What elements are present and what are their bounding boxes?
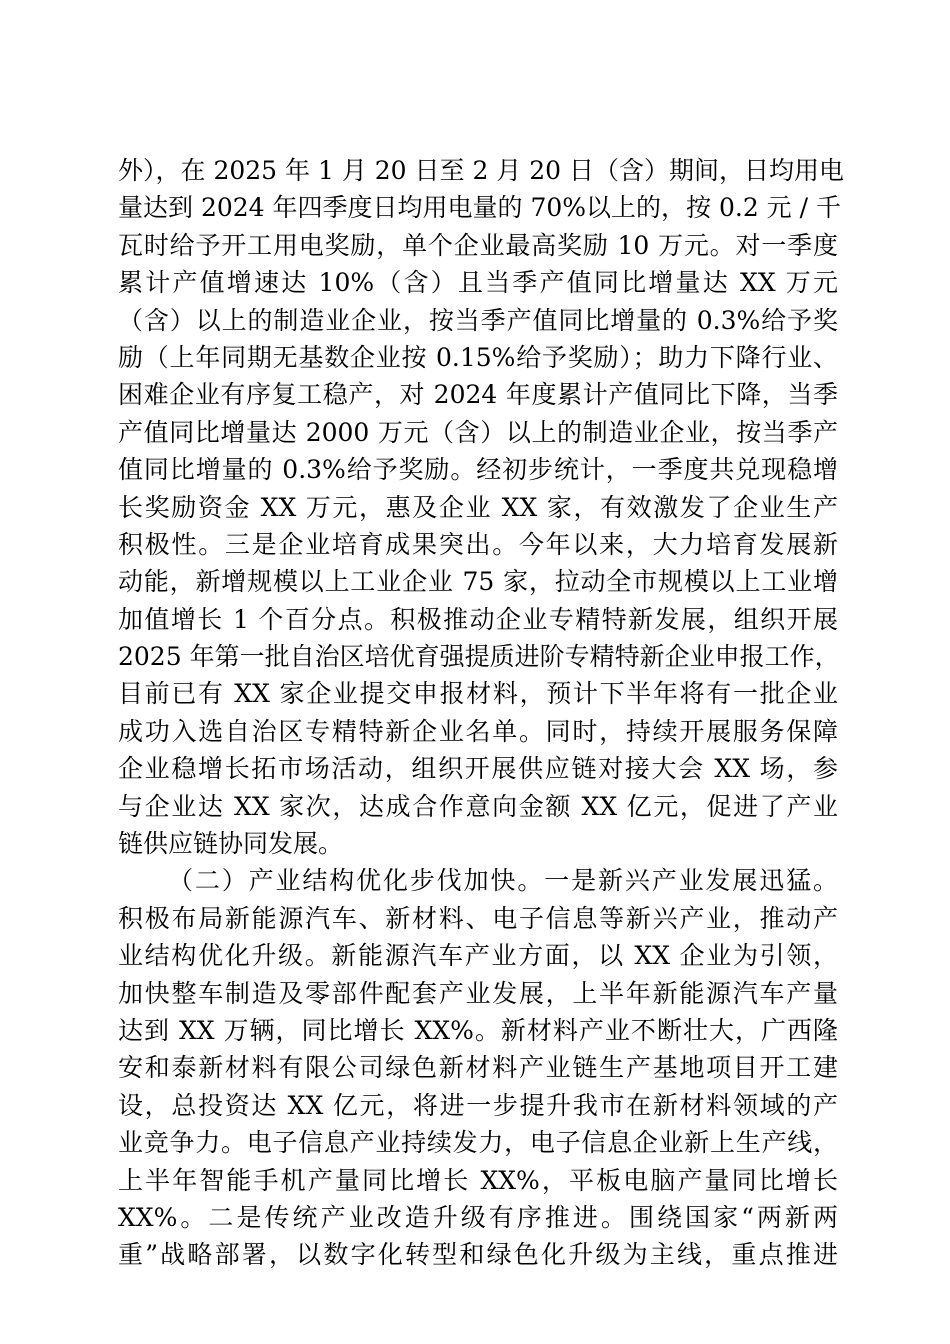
- text-line: （含）以上的制造业企业，按当季产值同比增量的 0.3%给予奖: [118, 305, 838, 335]
- paragraph-2: [118, 862, 838, 1273]
- text-line: 困难企业有序复工稳产，对 2024 年度累计产值同比下降，当季: [118, 380, 838, 410]
- text-line: 量达到 2024 年四季度日均用电量的 70%以上的，按 0.2 元 / 千: [118, 193, 841, 223]
- text-line: 业竞争力。电子信息产业持续发力，电子信息企业新上生产线，: [118, 1128, 838, 1158]
- body-text: [118, 152, 845, 1274]
- text-line: 2025 年第一批自治区培优育强提质进阶专精特新企业申报工作，: [118, 642, 840, 672]
- text-line: 产值同比增量达 2000 万元（含）以上的制造业企业，按当季产: [118, 417, 838, 447]
- text-line: 累计产值增速达 10%（含）且当季产值同比增量达 XX 万元: [118, 268, 838, 298]
- text-line: 重”战略部署，以数字化转型和绿色化升级为主线，重点推进: [118, 1240, 838, 1270]
- text-line: 长奖励资金 XX 万元，惠及企业 XX 家，有效激发了企业生产: [118, 492, 838, 522]
- text-line: 安和泰新材料有限公司绿色新材料产业链生产基地项目开工建: [118, 1053, 838, 1083]
- text-line: 积极布局新能源汽车、新材料、电子信息等新兴产业，推动产: [118, 903, 838, 933]
- text-line: 成功入选自治区专精特新企业名单。同时，持续开展服务保障: [118, 716, 838, 746]
- text-line: 值同比增量的 0.3%给予奖励。经初步统计，一季度共兑现稳增: [118, 455, 838, 485]
- text-line: 设，总投资达 XX 亿元，将进一步提升我市在新材料领域的产: [118, 1090, 838, 1120]
- paragraph-1: [118, 152, 845, 862]
- text-line: 动能，新增规模以上工业企业 75 家，拉动全市规模以上工业增: [118, 567, 838, 597]
- text-line: 外），在 2025 年 1 月 20 日至 2 月 20 日（含）期间，日均用电: [118, 156, 845, 185]
- text-line: 与企业达 XX 家次，达成合作意向金额 XX 亿元，促进了产业: [118, 791, 838, 821]
- text-line: 业结构优化升级。新能源汽车产业方面，以 XX 企业为引领，: [118, 941, 838, 971]
- text-line: （二）产业结构优化步伐加快。一是新兴产业发展迅猛。: [168, 866, 838, 896]
- text-line: 链供应链协同发展。: [118, 829, 344, 859]
- text-line: 企业稳增长拓市场活动，组织开展供应链对接大会 XX 场，参: [118, 754, 838, 784]
- text-line: 达到 XX 万辆，同比增长 XX%。新材料产业不断壮大，广西隆: [118, 1015, 838, 1045]
- text-line: 目前已有 XX 家企业提交申报材料，预计下半年将有一批企业: [118, 679, 838, 709]
- text-line: 加快整车制造及零部件配套产业发展，上半年新能源汽车产量: [118, 978, 838, 1008]
- text-line: XX%。二是传统产业改造升级有序推进。围绕国家“两新两: [118, 1202, 838, 1232]
- text-line: 励（上年同期无基数企业按 0.15%给予奖励）；助力下降行业、: [118, 342, 838, 372]
- text-line: 瓦时给予开工用电奖励，单个企业最高奖励 10 万元。对一季度: [118, 230, 838, 260]
- text-line: 加值增长 1 个百分点。积极推动企业专精特新发展，组织开展: [118, 604, 838, 634]
- text-line: 积极性。三是企业培育成果突出。今年以来，大力培育发展新: [118, 529, 838, 559]
- text-line: 上半年智能手机产量同比增长 XX%，平板电脑产量同比增长: [118, 1165, 838, 1195]
